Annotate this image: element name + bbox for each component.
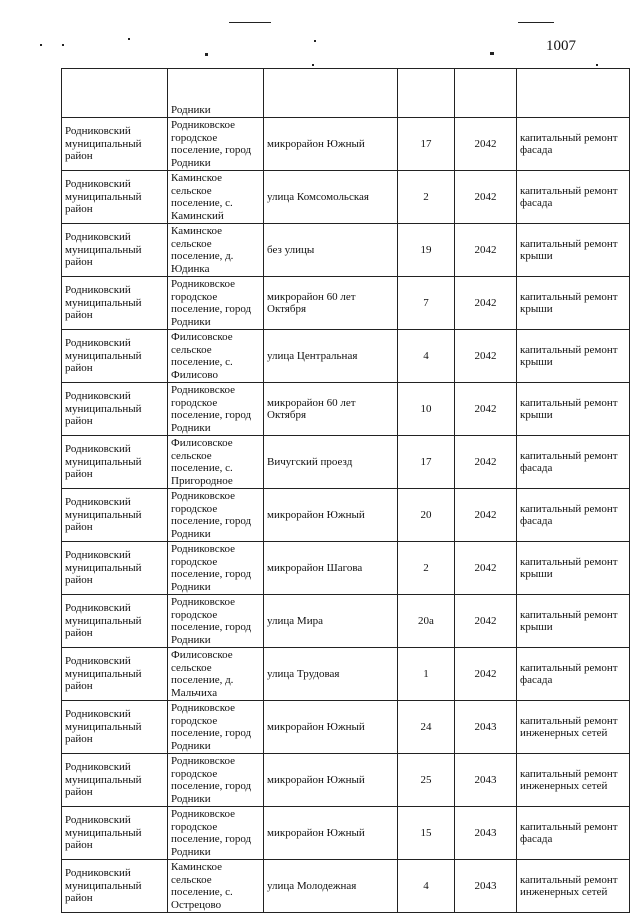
street-cell: микрорайон Южный — [264, 118, 398, 171]
district-cell: Родниковский муниципальный район — [62, 489, 168, 542]
year-cell: 2042 — [455, 118, 517, 171]
street-cell: без улицы — [264, 224, 398, 277]
district-cell — [62, 69, 168, 118]
house-number-cell: 17 — [398, 436, 455, 489]
district-cell: Родниковский муниципальный район — [62, 277, 168, 330]
settlement-cell: Каминское сельское поселение, с. Острецово — [168, 860, 264, 913]
street-cell: улица Комсомольская — [264, 171, 398, 224]
settlement-cell: Филисовское сельское поселение, с. Филисово — [168, 330, 264, 383]
scan-mark — [62, 44, 64, 46]
settlement-cell: Родниковское городское поселение, город Родники — [168, 277, 264, 330]
year-cell: 2043 — [455, 807, 517, 860]
year-cell: 2042 — [455, 224, 517, 277]
work-type-cell: капитальный ремонт крыши — [517, 330, 630, 383]
year-cell: 2042 — [455, 330, 517, 383]
district-cell: Родниковский муниципальный район — [62, 383, 168, 436]
year-cell: 2043 — [455, 754, 517, 807]
table-row-continuation — [62, 69, 630, 118]
repair-schedule-table — [61, 68, 630, 913]
year-cell: 2042 — [455, 489, 517, 542]
work-type-cell: капитальный ремонт фасада — [517, 436, 630, 489]
district-cell: Родниковский муниципальный район — [62, 860, 168, 913]
year-cell: 2043 — [455, 860, 517, 913]
scan-mark — [40, 44, 42, 46]
work-type-cell: капитальный ремонт крыши — [517, 383, 630, 436]
table-row — [62, 436, 630, 489]
work-type-cell: капитальный ремонт крыши — [517, 277, 630, 330]
table-row — [62, 754, 630, 807]
year-cell: 2042 — [455, 595, 517, 648]
street-cell: микрорайон Южный — [264, 754, 398, 807]
settlement-cell: Родники — [168, 69, 264, 118]
house-number-cell: 4 — [398, 860, 455, 913]
table-row — [62, 701, 630, 754]
table-row — [62, 330, 630, 383]
work-type-cell: капитальный ремонт инженерных сетей — [517, 860, 630, 913]
year-cell: 2042 — [455, 648, 517, 701]
table-row — [62, 807, 630, 860]
table-row — [62, 648, 630, 701]
house-number-cell: 10 — [398, 383, 455, 436]
district-cell: Родниковский муниципальный район — [62, 595, 168, 648]
house-number-cell: 4 — [398, 330, 455, 383]
district-cell: Родниковский муниципальный район — [62, 701, 168, 754]
district-cell: Родниковский муниципальный район — [62, 118, 168, 171]
street-cell: микрорайон Южный — [264, 807, 398, 860]
house-number-cell: 20а — [398, 595, 455, 648]
work-type-cell: капитальный ремонт крыши — [517, 542, 630, 595]
street-cell: микрорайон 60 лет Октября — [264, 383, 398, 436]
district-cell: Родниковский муниципальный район — [62, 330, 168, 383]
work-type-cell: капитальный ремонт фасада — [517, 171, 630, 224]
street-cell: микрорайон Южный — [264, 701, 398, 754]
street-cell: Вичугский проезд — [264, 436, 398, 489]
house-number-cell — [398, 69, 455, 118]
street-cell: микрорайон Шагова — [264, 542, 398, 595]
house-number-cell: 1 — [398, 648, 455, 701]
house-number-cell: 25 — [398, 754, 455, 807]
scan-mark — [312, 64, 314, 66]
street-cell — [264, 69, 398, 118]
settlement-cell: Родниковское городское поселение, город Родники — [168, 383, 264, 436]
street-cell: улица Молодежная — [264, 860, 398, 913]
scan-mark — [205, 53, 208, 56]
street-cell: микрорайон Южный — [264, 489, 398, 542]
settlement-cell: Родниковское городское поселение, город Родники — [168, 489, 264, 542]
work-type-cell: капитальный ремонт фасада — [517, 807, 630, 860]
year-cell: 2043 — [455, 701, 517, 754]
work-type-cell — [517, 69, 630, 118]
house-number-cell: 24 — [398, 701, 455, 754]
year-cell: 2042 — [455, 171, 517, 224]
work-type-cell: капитальный ремонт инженерных сетей — [517, 754, 630, 807]
table-row — [62, 489, 630, 542]
work-type-cell: капитальный ремонт фасада — [517, 118, 630, 171]
settlement-cell: Каминское сельское поселение, с. Каминский — [168, 171, 264, 224]
district-cell: Родниковский муниципальный район — [62, 542, 168, 595]
table-row — [62, 542, 630, 595]
house-number-cell: 2 — [398, 171, 455, 224]
table-row — [62, 277, 630, 330]
district-cell: Родниковский муниципальный район — [62, 224, 168, 277]
year-cell: 2042 — [455, 383, 517, 436]
scan-mark — [128, 38, 130, 40]
scan-mark — [314, 40, 316, 42]
district-cell: Родниковский муниципальный район — [62, 648, 168, 701]
street-cell: улица Трудовая — [264, 648, 398, 701]
work-type-cell: капитальный ремонт фасада — [517, 648, 630, 701]
table-row — [62, 171, 630, 224]
year-cell: 2042 — [455, 542, 517, 595]
settlement-cell: Филисовское сельское поселение, д. Мальчиха — [168, 648, 264, 701]
house-number-cell: 17 — [398, 118, 455, 171]
page-number: 1007 — [546, 38, 576, 54]
house-number-cell: 2 — [398, 542, 455, 595]
work-type-cell: капитальный ремонт крыши — [517, 224, 630, 277]
settlement-cell: Родниковское городское поселение, город Родники — [168, 118, 264, 171]
table-row — [62, 595, 630, 648]
district-cell: Родниковский муниципальный район — [62, 171, 168, 224]
settlement-cell: Родниковское городское поселение, город Родники — [168, 754, 264, 807]
scan-mark — [518, 22, 554, 23]
house-number-cell: 7 — [398, 277, 455, 330]
year-cell: 2042 — [455, 436, 517, 489]
district-cell: Родниковский муниципальный район — [62, 807, 168, 860]
house-number-cell: 20 — [398, 489, 455, 542]
settlement-cell: Родниковское городское поселение, город Родники — [168, 595, 264, 648]
table-row — [62, 224, 630, 277]
house-number-cell: 15 — [398, 807, 455, 860]
settlement-cell: Родниковское городское поселение, город Родники — [168, 701, 264, 754]
scan-mark — [596, 64, 598, 66]
work-type-cell: капитальный ремонт крыши — [517, 595, 630, 648]
settlement-cell: Каминское сельское поселение, д. Юдинка — [168, 224, 264, 277]
work-type-cell: капитальный ремонт инженерных сетей — [517, 701, 630, 754]
district-cell: Родниковский муниципальный район — [62, 436, 168, 489]
work-type-cell: капитальный ремонт фасада — [517, 489, 630, 542]
table-row — [62, 383, 630, 436]
year-cell: 2042 — [455, 277, 517, 330]
settlement-cell: Родниковское городское поселение, город Родники — [168, 542, 264, 595]
street-cell: улица Центральная — [264, 330, 398, 383]
settlement-cell: Родниковское городское поселение, город Родники — [168, 807, 264, 860]
settlement-cell: Филисовское сельское поселение, с. Пригородное — [168, 436, 264, 489]
house-number-cell: 19 — [398, 224, 455, 277]
district-cell: Родниковский муниципальный район — [62, 754, 168, 807]
scan-mark — [229, 22, 271, 23]
table-row — [62, 118, 630, 171]
street-cell: микрорайон 60 лет Октября — [264, 277, 398, 330]
street-cell: улица Мира — [264, 595, 398, 648]
year-cell — [455, 69, 517, 118]
scan-mark — [490, 52, 494, 55]
